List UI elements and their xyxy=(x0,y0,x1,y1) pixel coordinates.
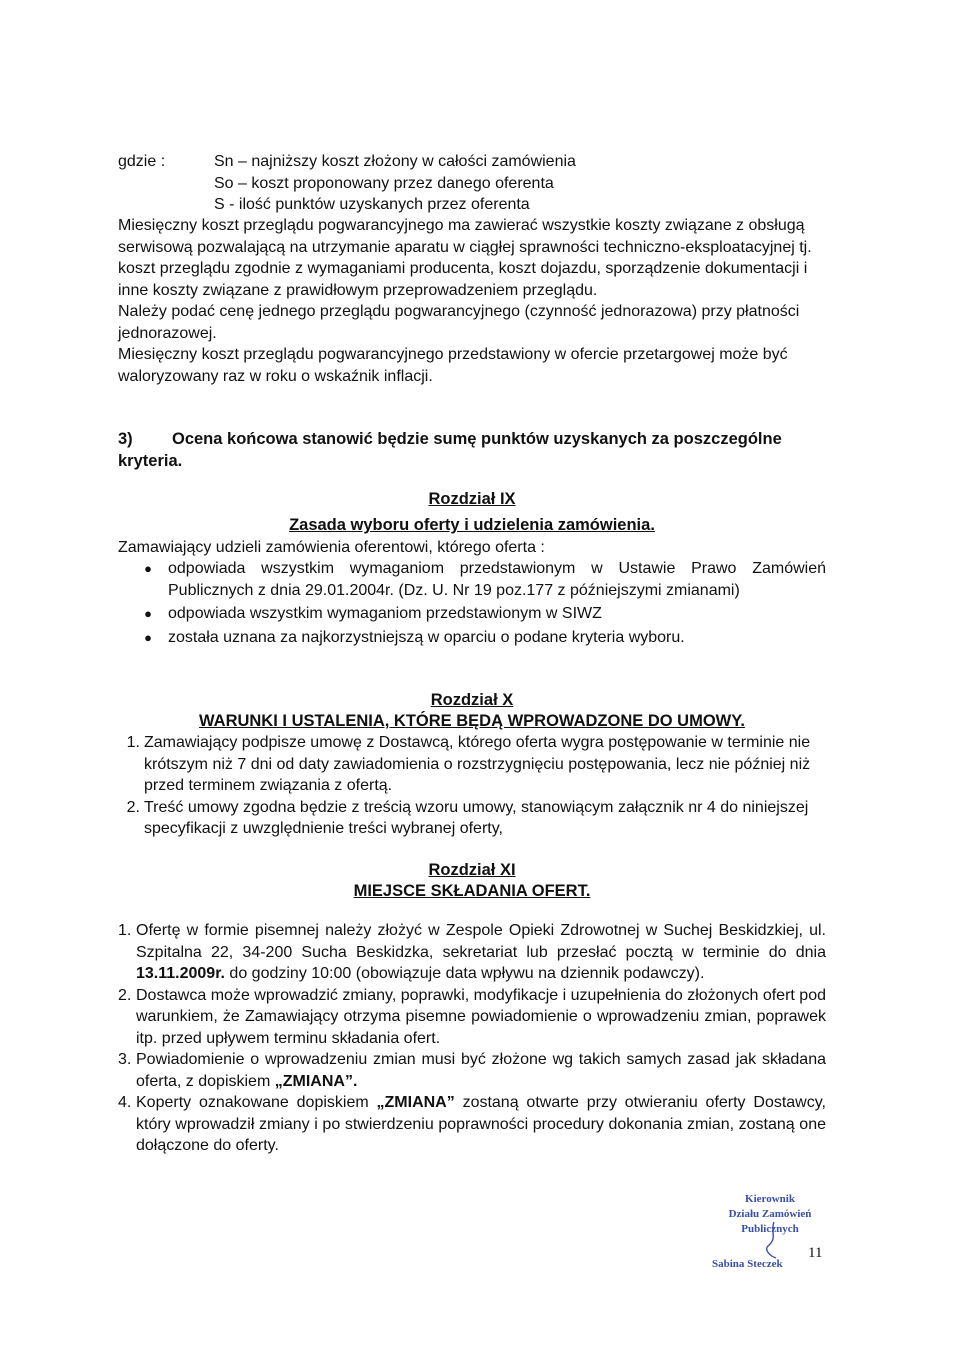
legend-item: So – koszt proponowany przez danego oferenta xyxy=(214,174,554,192)
list-item-text: odpowiada wszystkim wymaganiom przedstawionym w Ustawie Prawo Zamówień Publicznych z dnia 29.01.2004r. (Dz. U. Nr 19 poz.177 z późniejszymi zmianami) xyxy=(168,560,826,599)
item-number: 2. xyxy=(118,986,132,1004)
chapter-9-intro: Zamawiający udzieli zamówienia oferentowi, którego oferta : xyxy=(118,539,545,556)
bullet-icon: ● xyxy=(144,561,152,576)
legend-item: S - ilość punktów uzyskanych przez oferenta xyxy=(214,196,530,213)
paragraph: Należy podać cenę jednego przeglądu pogwarancyjnego (czynność jednorazowa) przy płatności jednorazowej. xyxy=(118,303,800,342)
chapter-11-subtitle: MIEJSCE SKŁADANIA OFERT. xyxy=(353,882,591,900)
page-number: 11 xyxy=(808,1245,823,1261)
item-number: 2. xyxy=(126,798,140,816)
deadline-date: 13.11.2009r. xyxy=(136,965,225,982)
list-item xyxy=(118,732,826,797)
list-item xyxy=(118,920,826,985)
item-text: Powiadomienie o wprowadzeniu zmian musi być złożone wg takich samych zasad jak składana oferta, z dopiskiem „ZMIANA”. xyxy=(136,1051,826,1090)
item-text: Koperty oznakowane dopiskiem „ZMIANA” zostaną otwarte przy otwieraniu oferty Dostawcy, który wprowadził zmiany i po stwierdzeniu poprawności procedury dokonania zmian, zostaną one dołączone do oferty. xyxy=(136,1094,826,1154)
item-number: 1. xyxy=(126,734,140,751)
list-item xyxy=(118,627,826,649)
cost-description xyxy=(118,215,826,387)
item-number: 4. xyxy=(118,1094,132,1111)
item-text: Ofertę w formie pisemnej należy złożyć w Zespole Opieki Zdrowotnej w Suchej Beskidzkiej, ul. Szpitalna 22, 34-200 Sucha Beskidzka, sekretariat lub przesłać pocztą w terminie do dnia 13.11.2009r. do godziny 10:00 (obowiązuje data wpływu na dziennik podawczy). xyxy=(136,922,826,982)
paragraph: Miesięczny koszt przeglądu pogwarancyjnego przedstawiony w ofercie przetargowej może być waloryzowany raz w roku o wskaźnik inflacji. xyxy=(118,346,788,385)
point-number: 3) xyxy=(118,430,133,448)
list-item xyxy=(118,985,826,1050)
chapter-11-title: Rozdział XI xyxy=(428,861,516,879)
item-text: Dostawca może wprowadzić zmiany, poprawki, modyfikacje i uzupełnienia do złożonych ofert pod warunkiem, że Zamawiający otrzyma pisemne powiadomienie o wprowadzeniu zmian, poprawek itp. przed upływem terminu składania ofert. xyxy=(136,986,826,1047)
stamp-line: Kierownik xyxy=(745,1193,795,1205)
formula-legend xyxy=(118,151,818,216)
chapter-9-title: Rozdział IX xyxy=(428,490,516,508)
offer-submission-list xyxy=(118,920,826,1157)
list-item-text: odpowiada wszystkim wymaganiom przedstawionym w SIWZ xyxy=(168,605,602,622)
stamp-signature: Sabina Steczek xyxy=(712,1258,783,1270)
list-item-text: została uznana za najkorzystniejszą w oparciu o podane kryteria wyboru. xyxy=(168,628,685,646)
point-text: Ocena końcowa stanowić będzie sumę punktów uzyskanych za poszczególne kryteria. xyxy=(118,430,782,470)
item-text: Zamawiający podpisze umowę z Dostawcą, którego oferta wygra postępowanie w terminie nie krótszym niż 7 dni od daty zawiadomienia o rozstrzygnięciu postępowania, lecz nie później niż przed terminem związania z ofertą. xyxy=(144,734,811,794)
paragraph: Miesięczny koszt przeglądu pogwarancyjnego ma zawierać wszystkie koszty związane z obsługą serwisową pozwalającą na utrzymanie aparatu w ciągłej sprawności techniczno-eksploatacyjnej tj. koszt przeglądu zgodnie z wymaganiami producenta, koszt dojazdu, sporządzenie dokumentacji i inne koszty związane z prawidłowym przeprowadzeniem przeglądu. xyxy=(118,217,812,299)
signature-mark xyxy=(760,1220,784,1260)
contract-terms-list xyxy=(118,732,826,840)
point-3 xyxy=(118,428,826,472)
list-item xyxy=(118,603,826,625)
chapter-9-subtitle: Zasada wyboru oferty i udzielenia zamówienia. xyxy=(289,516,655,534)
list-item xyxy=(118,1092,826,1157)
list-item xyxy=(118,558,826,601)
bullet-icon: ● xyxy=(144,606,152,621)
list-item xyxy=(118,797,826,840)
item-text: Treść umowy zgodna będzie z treścią wzoru umowy, stanowiącym załącznik nr 4 do niniejszej specyfikacji z uwzględnienie treści wybranej oferty, xyxy=(144,798,809,837)
legend-item: Sn – najniższy koszt złożony w całości zamówienia xyxy=(214,153,576,170)
item-number: 3. xyxy=(118,1051,132,1068)
keyword: „ZMIANA” xyxy=(376,1094,455,1111)
stamp-line: Działu Zamówień Publicznych xyxy=(728,1208,812,1235)
item-number: 1. xyxy=(118,922,132,939)
chapter-10-subtitle: WARUNKI I USTALENIA, KTÓRE BĘDĄ WPROWADZONE DO UMOWY. xyxy=(198,712,745,730)
chapter-10-title: Rozdział X xyxy=(430,691,514,709)
list-item xyxy=(118,1049,826,1092)
legend-label: gdzie : xyxy=(118,153,166,170)
selection-criteria-list xyxy=(118,558,826,648)
keyword: „ZMIANA”. xyxy=(274,1072,358,1090)
bullet-icon: ● xyxy=(144,629,152,645)
